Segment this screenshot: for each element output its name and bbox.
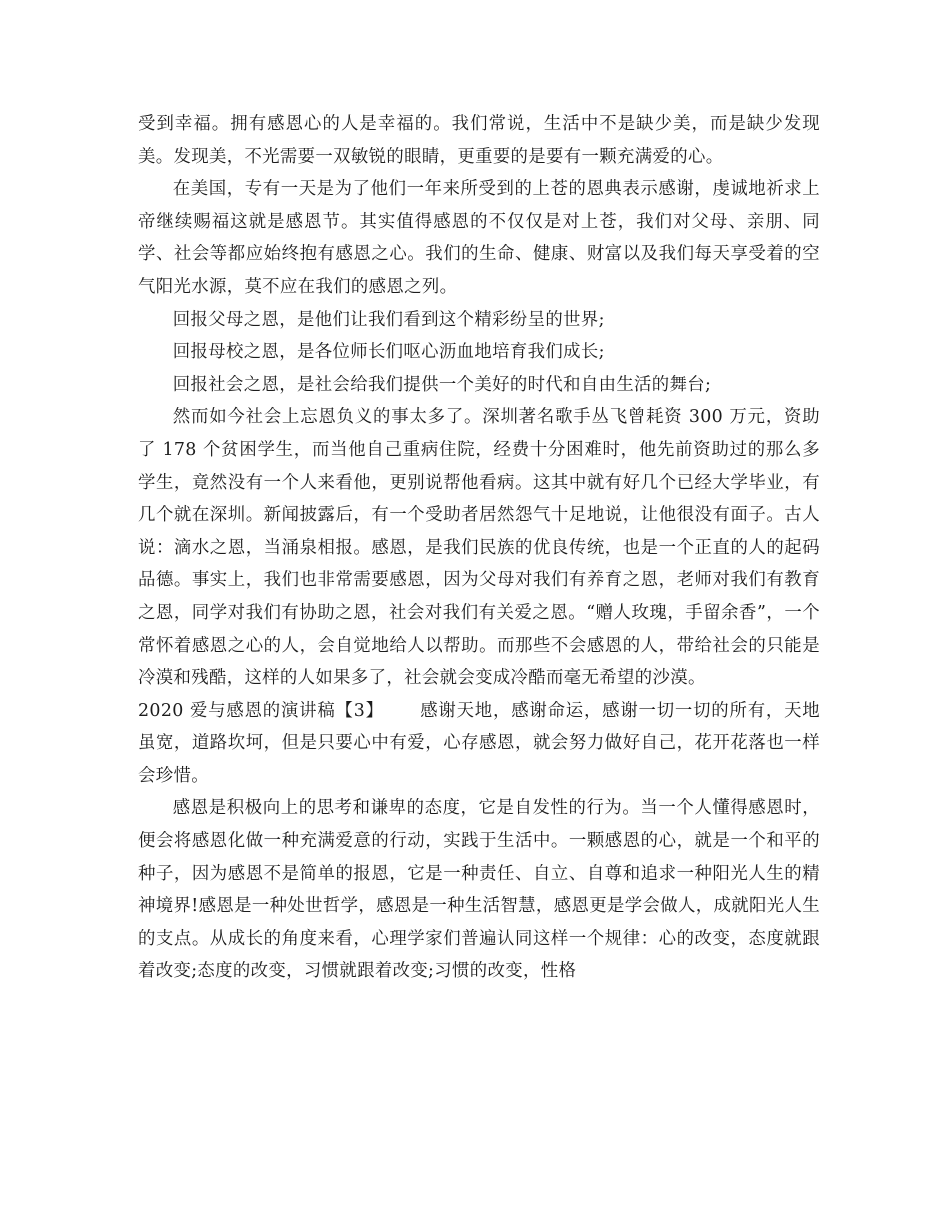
- section-heading: 2020 爱与感恩的演讲稿【3】: [138, 700, 384, 721]
- paragraph-repay-school: 回报母校之恩，是各位师长们呕心沥血地培育我们成长;: [172, 342, 605, 363]
- paragraph-repay-society: 回报社会之恩，是社会给我们提供一个美好的时代和自由生活的舞台;: [172, 374, 712, 395]
- section-3-block: [138, 695, 820, 793]
- paragraph-thanksgiving: 在美国，专有一天是为了他们一年来所受到的上苍的恩典表示感谢，虔诚地祈求上帝继续赐福这就是感恩节。其实值得感恩的不仅仅是对上苍，我们对父母、亲朋、同学、社会等都应始终抱有感恩之心。我们的生命、健康、财富以及我们每天享受着的空气阳光水源，莫不应在我们的感恩之列。: [138, 179, 820, 297]
- paragraph-ingratitude: 然而如今社会上忘恩负义的事太多了。深圳著名歌手丛飞曾耗资 300 万元，资助了 178 个贫困学生，而当他自己重病住院，经费十分困难时，他先前资助过的那么多学生，竟然没有一个人来看他，更别说帮他看病。这其中就有好几个已经大学毕业，有几个就在深圳。新闻披露后，有一个受助者居然怨气十足地说，让他很没有面子。古人说：滴水之恩，当涌泉相报。感恩，是我们民族的优良传统，也是一个正直的人的起码品德。事实上，我们也非常需要感恩，因为父母对我们有养育之恩，老师对我们有教育之恩，同学对我们有协助之恩，社会对我们有关爱之恩。“赠人玫瑰，手留余香”，一个常怀着感恩之心的人，会自觉地给人以帮助。而那些不会感恩的人，带给社会的只能是冷漠和残酷，这样的人如果多了，社会就会变成冷酷而毫无希望的沙漠。: [138, 407, 820, 689]
- paragraph-gratitude-attitude: 感恩是积极向上的思考和谦卑的态度，它是自发性的行为。当一个人懂得感恩时，便会将感恩化做一种充满爱意的行动，实践于生活中。一颗感恩的心，就是一个和平的种子，因为感恩不是简单的报恩，它是一种责任、自立、自尊和追求一种阳光人生的精神境界!感恩是一种处世哲学，感恩是一种生活智慧，感恩更是学会做人，成就阳光人生的支点。从成长的角度来看，心理学家们普遍认同这样一个规律：心的改变，态度就跟着改变;态度的改变，习惯就跟着改变;习惯的改变，性格: [138, 798, 820, 982]
- section-first-paragraph: 感谢天地，感谢命运，感谢一切一切的所有，天地虽宽，道路坎坷，但是只要心中有爱，心存感恩，就会努力做好自己，花开花落也一样会珍惜。: [138, 700, 821, 786]
- paragraph-repay-parents: 回报父母之恩，是他们让我们看到这个精彩纷呈的世界;: [172, 309, 605, 330]
- document-page: [138, 108, 820, 988]
- paragraph-continuation: 受到幸福。拥有感恩心的人是幸福的。我们常说，生活中不是缺少美，而是缺少发现美。发现美，不光需要一双敏锐的眼睛，更重要的是要有一颗充满爱的心。: [138, 114, 820, 167]
